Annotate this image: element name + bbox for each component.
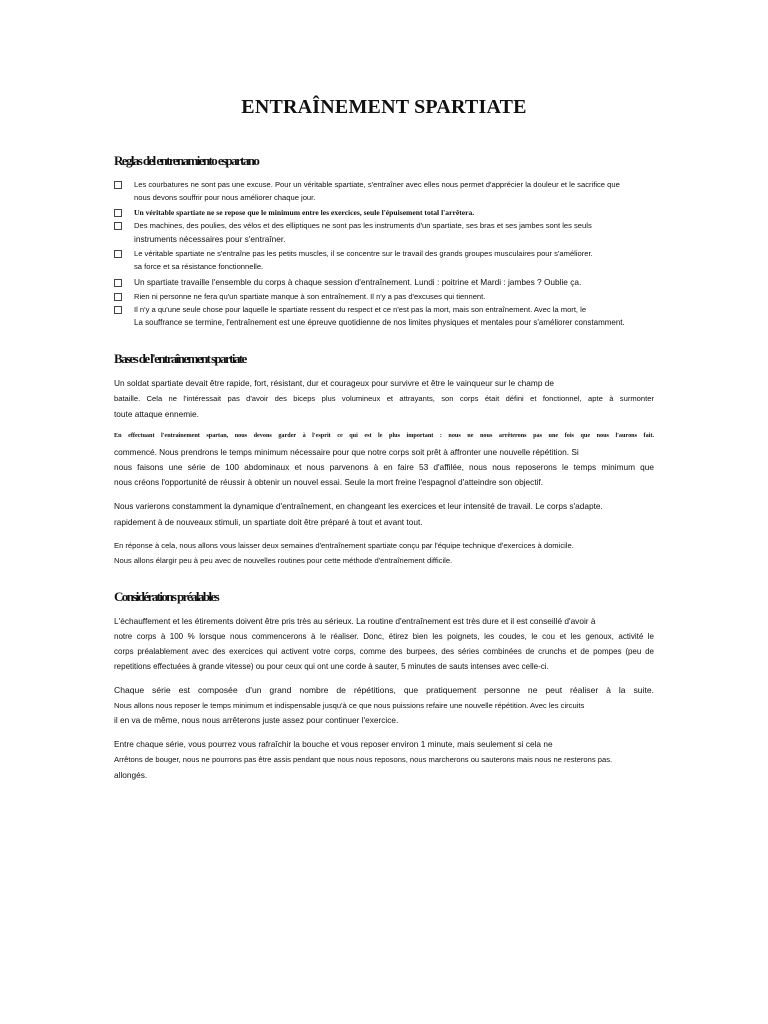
rule-line: Des machines, des poulies, des vélos et des elliptiques ne sont pas les instruments d'un spartiate, ses bras et ses jambes sont les seuls	[134, 221, 592, 230]
text-line: notre corps à 100 % lorsque nous commencerons à le réaliser. Donc, étirez bien les poignets, les coudes, le cou et les genoux, activité le	[114, 632, 654, 641]
bases-paragraph-1	[114, 376, 654, 422]
checkbox-icon	[114, 250, 122, 258]
rule-line: Il n'y a qu'une seule chose pour laquelle le spartiate ressent du respect et ce n'est pas la mort, mais son entraînement. Avec la mort, le	[134, 305, 587, 314]
rule-item	[114, 275, 666, 290]
text-line: Entre chaque série, vous pourrez vous rafraîchir la bouche et vous reposer environ 1 minute, mais seulement si cela ne	[114, 739, 553, 749]
rule-item	[114, 206, 666, 219]
checkbox-icon	[114, 306, 122, 314]
text-line: toute attaque ennemie.	[114, 409, 199, 419]
rule-item	[114, 219, 666, 247]
checkbox-icon	[114, 293, 122, 301]
rule-line: Le véritable spartiate ne s'entraîne pas les petits muscles, il se concentre sur le travail des grands groupes musculaires pour s'améliorer.	[134, 249, 593, 258]
checkbox-icon	[114, 279, 122, 287]
text-line: En effectuant l'entraînement spartan, nous devons garder à l'esprit ce qui est le plus important : nous ne nous arrêterons pas une fois que nous l'aurons fait.	[114, 432, 654, 439]
rule-item	[114, 303, 666, 331]
checkbox-icon	[114, 222, 122, 230]
rule-line: Un spartiate travaille l'ensemble du corps à chaque session d'entraînement. Lundi : poitrine et Mardi : jambes ? Oublie ça.	[134, 277, 582, 287]
text-line: repetitions effectuées à grande vitesse) ou pour ceux qui ont une corde à sauter, 5 minutes de sauts intenses avec celle-ci.	[114, 662, 549, 671]
text-line: il en va de même, nous nous arrêterons juste assez pour continuer l'exercice.	[114, 715, 399, 725]
section-heading-bases: Bases de l'entraînement spartiate	[114, 351, 246, 366]
text-line: Arrêtons de bouger, nous ne pourrons pas être assis pendant que nous nous reposons, nous marcherons ou sauterons mais nous ne resterons pas.	[114, 755, 613, 764]
text-line: Nous allons nous reposer le temps minimum et indispensable jusqu'à ce que nous puissions refaire une nouvelle répétition. Avec les circuits	[114, 701, 585, 710]
rule-line: Les courbatures ne sont pas une excuse. Pour un véritable spartiate, s'entraîner avec elles nous permet d'apprécier la douleur et le sacrifice que	[134, 180, 620, 189]
rule-line: La souffrance se termine, l'entraînement est une épreuve quotidienne de nos limites physiques et mentales pour s'améliorer constamment.	[134, 318, 625, 327]
text-line: Chaque série est composée d'un grand nombre de répétitions, que pratiquement personne ne peut réaliser à la suite.	[114, 685, 654, 695]
bases-paragraph-4	[114, 538, 654, 568]
text-line: L'échauffement et les étirements doivent être pris très au sérieux. La routine d'entraînement est très dure et il est conseillé d'avoir à	[114, 616, 596, 626]
rule-line: sa force et sa résistance fonctionnelle.	[134, 262, 264, 271]
checkbox-icon	[114, 209, 122, 217]
considerations-paragraph-3	[114, 737, 654, 783]
rules-list	[114, 178, 666, 331]
rule-item	[114, 290, 666, 303]
rule-item	[114, 247, 666, 275]
rule-item	[114, 178, 666, 206]
rule-line: Rien ni personne ne fera qu'un spartiate manque à son entraînement. Il n'y a pas d'excuses qui tiennent.	[134, 292, 486, 301]
considerations-paragraph-2	[114, 683, 654, 728]
text-line: En réponse à cela, nous allons vous laisser deux semaines d'entraînement spartiate conçu par l'équipe technique d'exercices à domicile.	[114, 541, 574, 550]
text-line: Nous varierons constamment la dynamique d'entraînement, en changeant les exercices et leur intensité de travail. Le corps s'adapte.	[114, 501, 603, 511]
section-heading-rules: Reglas del entrenamiento espartano	[114, 153, 259, 168]
section-heading-considerations: Considérations préalables	[114, 589, 219, 604]
text-line: nous créons l'opportunité de réussir à obtenir un nouvel essai. Seule la mort freine l'espagnol d'atteindre son objectif.	[114, 477, 544, 487]
text-line: Nous allons élargir peu à peu avec de nouvelles routines pour cette méthode d'entraînement difficile.	[114, 556, 453, 565]
checkbox-icon	[114, 181, 122, 189]
text-line: allongés.	[114, 770, 148, 780]
considerations-paragraph-1	[114, 614, 654, 674]
rule-line: instruments nécessaires pour s'entraîner.	[134, 234, 286, 244]
rule-line: Un véritable spartiate ne se repose que le minimum entre les exercices, seule l'épuisement total l'arrêtera.	[134, 208, 475, 217]
text-line: rapidement à de nouveaux stimuli, un spartiate doit être préparé à tout et avant tout.	[114, 517, 423, 527]
bases-paragraph-2	[114, 431, 654, 490]
bases-paragraph-3	[114, 499, 654, 530]
text-line: bataille. Cela ne l'intéressait pas d'avoir des biceps plus volumineux et attrayants, son corps était défini et fonctionnel, apte à surmonter	[114, 394, 654, 403]
text-line: nous faisons une série de 100 abdominaux et nous parvenons à en faire 53 d'affilée, nous nous reposerons le temps minimum que	[114, 462, 654, 472]
text-line: commencé. Nous prendrons le temps minimum nécessaire pour que notre corps soit prêt à affronter une nouvelle répétition. Si	[114, 447, 579, 457]
document-title: ENTRAÎNEMENT SPARTIATE	[241, 96, 527, 118]
text-line: corps préalablement avec des exercices qui activent votre corps, comme des burpees, des séries combinées de crunchs et de pompes (peu de	[114, 647, 654, 656]
rule-line: nous devons souffrir pour nous améliorer chaque jour.	[134, 193, 316, 202]
text-line: Un soldat spartiate devait être rapide, fort, résistant, dur et courageux pour survivre et être le vainqueur sur le champ de	[114, 378, 554, 388]
